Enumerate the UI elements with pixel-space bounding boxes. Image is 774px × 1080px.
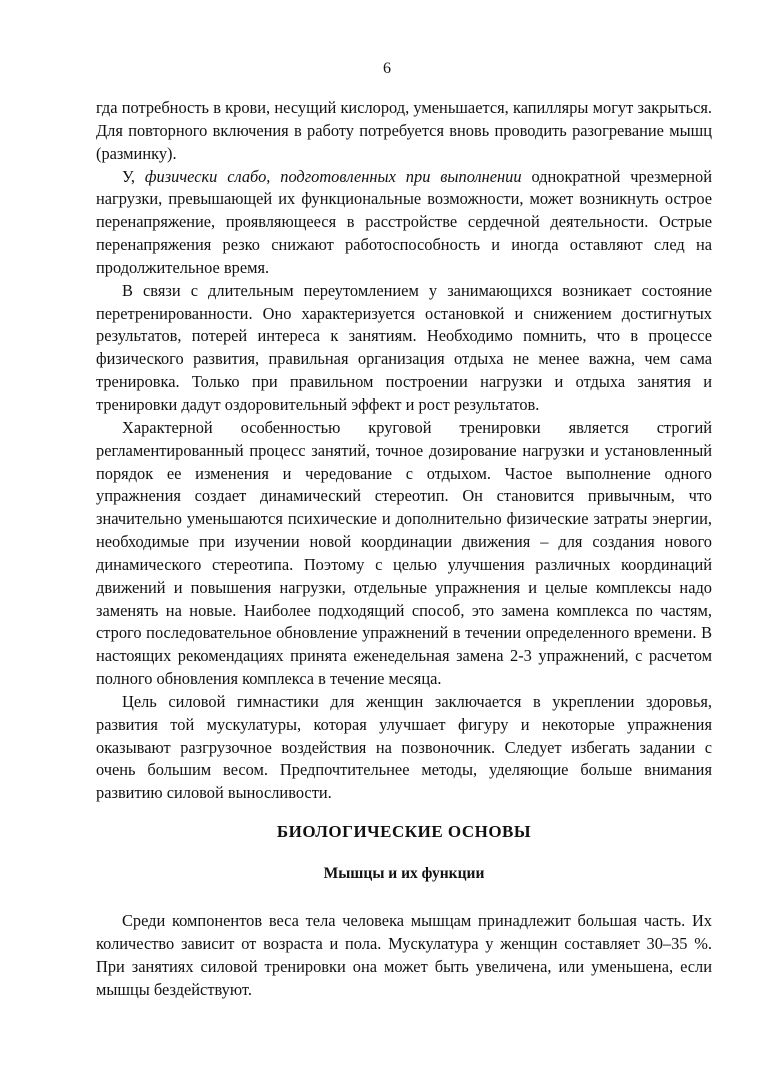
page-number: 6 [383, 60, 391, 77]
paragraph-continuation: гда потребность в крови, несущий кислород, уменьшается, капилляры могут закрыться. Для повторного включения в работу потребуется вновь проводить разогревание мышц (разминку). [96, 98, 712, 163]
overstrain-rest: однократной чрезмерной нагрузки, превышающей их функциональные возможности, может возникнуть острое перенапряжение, проявляющееся в расстройстве сердечной деятельности. Острые перенапряжения резко снижают работоспособность и иногда оставляют след на продолжительное время. [96, 166, 713, 277]
overstrain-lead: У, [122, 166, 145, 186]
paragraph-muscles: Среди компонентов веса тела человека мышцам принадлежит большая часть. Их количество зависит от возраста и пола. Мускулатура у женщин составляет 30–35 %. При занятиях силовой тренировки она может быть увеличена, или уменьшена, если мышцы бездействуют. [96, 911, 712, 999]
section-heading: БИОЛОГИЧЕСКИЕ ОСНОВЫ [276, 822, 532, 841]
subsection-heading: Мышцы и их функции [323, 865, 485, 882]
paragraph-goal: Цель силовой гимнастики для женщин заключается в укреплении здоровья, развития той мускулатуры, которая улучшает фигуру и некоторые упражнения оказывают разгрузочное воздействия на позвоночник. Следует избегать задании с очень большим весом. Предпочтительнее методы, уделяющие больше внимания развитию силовой выносливости. [96, 691, 712, 803]
paragraph-overstrain [96, 166, 712, 280]
paragraph-overtraining: В связи с длительным переутомлением у занимающихся возникает состояние перетренированности. Оно характеризуется остановкой и снижением достигнутых результатов, потерей интереса к занятиям. Необходимо помнить, что в процессе физического развития, правильная организация отдыха не менее важна, чем сама тренировка. Только при правильном построении нагрузки и отдыха занятия и тренировки дадут оздоровительный эффект и рост результатов. [96, 280, 712, 414]
body-text-continued [96, 910, 712, 1002]
body-text [96, 97, 712, 805]
paragraph-circuit-training: Характерной особенностью круговой тренировки является строгий регламентированный процесс занятий, точное дозирование нагрузки и установленный порядок ее изменения и чередование с отдыхом. Частое выполнение одного упражнения создает динамический стереотип. Он становится привычным, что значительно уменьшаются психические и дополнительно физические затраты энергии, необходимые при изучении новой координации движения – для создания нового динамического стереотипа. Поэтому с целью улучшения различных координаций движений и повышения нагрузки, отдельные упражнения и целые комплексы надо заменять на новые. Наиболее подходящий способ, это замена комплекса по частям, строго последовательное обновление упражнений в течении определенного времени. В настоящих рекомендациях принята еженедельная замена 2-3 упражнений, с расчетом полного обновления комплекса в течение месяца. [96, 417, 712, 689]
overstrain-italic: физически слабо, подготовленных при выполнении [144, 166, 522, 186]
